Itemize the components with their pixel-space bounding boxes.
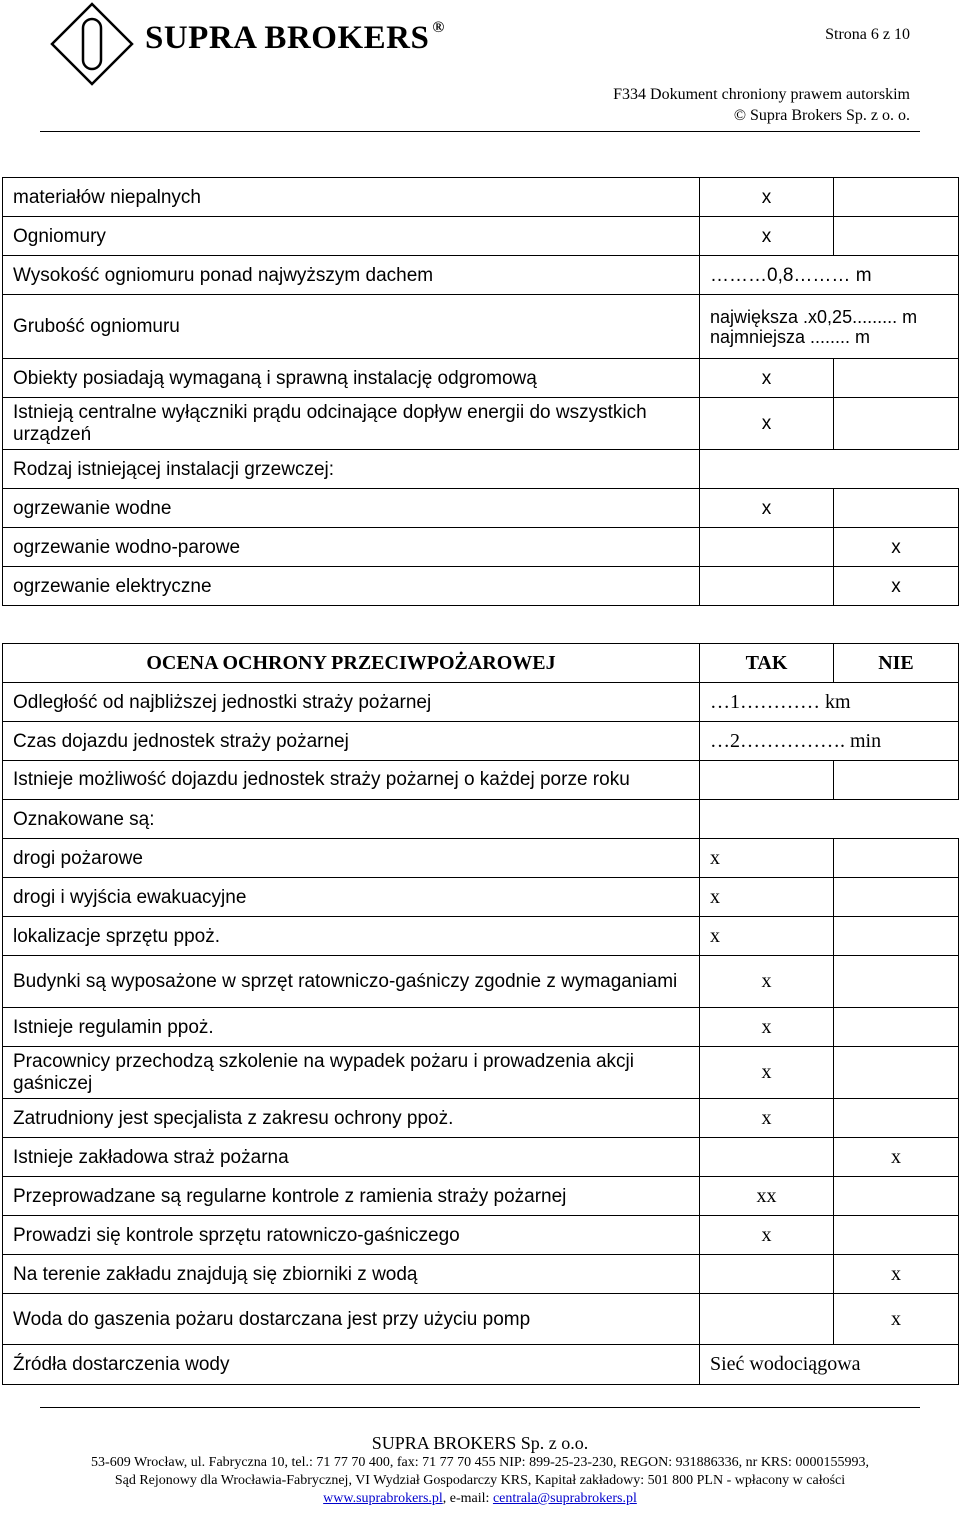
nie-mark (834, 878, 959, 917)
column-3-mark: x (834, 528, 959, 567)
column-2-mark (700, 528, 834, 567)
table-row (3, 1099, 959, 1138)
column-2-mark: x (700, 359, 834, 398)
website-link[interactable]: www.suprabrokers.pl (323, 1491, 443, 1506)
row-label: Pracownicy przechodzą szkolenie na wypadek pożaru i prowadzenia akcji gaśniczej (3, 1047, 700, 1099)
row-label: Na terenie zakładu znajdują się zbiorniki z wodą (3, 1255, 700, 1294)
tak-mark (700, 761, 834, 800)
copyright-line: © Supra Brokers Sp. z o. o. (733, 107, 910, 124)
tak-mark: x (700, 1099, 834, 1138)
table-row (3, 1047, 959, 1099)
row-label: Istnieje możliwość dojazdu jednostek straży pożarnej o każdej porze roku (3, 761, 700, 800)
value-cell: ………0,8……… m (700, 256, 959, 295)
copyright-block (613, 84, 910, 126)
column-3-mark (834, 217, 959, 256)
row-label: Obiekty posiadają wymaganą i sprawną instalację odgromową (3, 359, 700, 398)
row-label: drogi pożarowe (3, 839, 700, 878)
nie-mark (834, 917, 959, 956)
row-label: Istnieje zakładowa straż pożarna (3, 1138, 700, 1177)
tak-mark: x (700, 878, 834, 917)
row-label: Czas dojazdu jednostek straży pożarnej (3, 722, 700, 761)
nie-mark (834, 1177, 959, 1216)
column-3-mark: x (834, 567, 959, 606)
value-cell: największa .x0,25......... m najmniejsza ........ m (700, 295, 959, 359)
tak-mark: x (700, 1047, 834, 1099)
header-rule (40, 131, 920, 132)
tak-mark (700, 1294, 834, 1345)
row-label: Ogniomury (3, 217, 700, 256)
row-label: materiałów niepalnych (3, 178, 700, 217)
tak-mark: x (700, 1008, 834, 1047)
table-row (3, 295, 959, 359)
table-row (3, 917, 959, 956)
table-row (3, 528, 959, 567)
table-row (3, 1255, 959, 1294)
supra-brokers-logo-icon (50, 2, 134, 86)
building-protection-table (2, 177, 959, 606)
table-row (3, 398, 959, 450)
table-row (3, 1216, 959, 1255)
table-header-row (3, 644, 959, 683)
column-3-mark (834, 359, 959, 398)
page-number: Strona 6 z 10 (825, 26, 910, 43)
table-row (3, 256, 959, 295)
column-2-mark: x (700, 217, 834, 256)
footer-rule (40, 1407, 920, 1408)
table-row (3, 800, 959, 839)
tak-mark: xx (700, 1177, 834, 1216)
table-row (3, 1294, 959, 1345)
table-row (3, 722, 959, 761)
nie-mark (834, 1008, 959, 1047)
value-cell: Sieć wodociągowa (700, 1345, 959, 1385)
fire-protection-table (2, 643, 959, 1385)
row-label: Oznakowane są: (3, 800, 700, 839)
tak-mark: x (700, 956, 834, 1008)
row-label: Odległość od najbliższej jednostki straży pożarnej (3, 683, 700, 722)
value-cell: …1………… km (700, 683, 959, 722)
table-row (3, 1138, 959, 1177)
row-label: drogi i wyjścia ewakuacyjne (3, 878, 700, 917)
table-row (3, 1008, 959, 1047)
row-label: Istnieje regulamin ppoż. (3, 1008, 700, 1047)
row-label: Wysokość ogniomuru ponad najwyższym dachem (3, 256, 700, 295)
table-row (3, 839, 959, 878)
nie-mark (834, 1099, 959, 1138)
row-label: ogrzewanie wodno-parowe (3, 528, 700, 567)
column-3-mark (834, 489, 959, 528)
table-row (3, 359, 959, 398)
table-row (3, 450, 959, 489)
row-label: Istnieją centralne wyłączniki prądu odcinające dopływ energii do wszystkich urządzeń (3, 398, 700, 450)
footer-court: Sąd Rejonowy dla Wrocławia-Fabrycznej, VI Wydział Gospodarczy KRS, Kapitał zakładowy: 501 800 PLN - wpłacony w całości (114, 1473, 846, 1488)
table-row (3, 761, 959, 800)
nie-mark (834, 1216, 959, 1255)
table-row (3, 567, 959, 606)
table-row (3, 1345, 959, 1385)
table-row (3, 1177, 959, 1216)
column-2-mark: x (700, 489, 834, 528)
yes-column-header: TAK (700, 644, 834, 683)
table-row (3, 683, 959, 722)
table-title: OCENA OCHRONY PRZECIWPOŻAROWEJ (3, 644, 700, 683)
brand-name: SUPRA BROKERS ® (145, 19, 445, 56)
nie-mark (834, 956, 959, 1008)
tak-mark: x (700, 839, 834, 878)
tak-mark: x (700, 917, 834, 956)
row-label: Przeprowadzane są regularne kontrole z ramienia straży pożarnej (3, 1177, 700, 1216)
footer-address: 53-609 Wrocław, ul. Fabryczna 10, tel.: 71 77 70 400, fax: 71 77 70 455 NIP: 899-25-23-230, REGON: 931886336, nr KRS: 0000155993, (91, 1455, 869, 1470)
row-label: Źródła dostarczenia wody (3, 1345, 700, 1385)
table-row (3, 878, 959, 917)
nie-mark: x (834, 1255, 959, 1294)
column-3-mark (834, 178, 959, 217)
table-row (3, 217, 959, 256)
nie-mark (834, 839, 959, 878)
column-2-mark: x (700, 178, 834, 217)
table-row (3, 178, 959, 217)
row-label: Zatrudniony jest specjalista z zakresu ochrony ppoż. (3, 1099, 700, 1138)
footer-company: SUPRA BROKERS Sp. z o.o. (371, 1433, 589, 1453)
value-cell: …2……………. min (700, 722, 959, 761)
tak-mark (700, 1138, 834, 1177)
column-2-mark (700, 567, 834, 606)
row-label: Woda do gaszenia pożaru dostarczana jest przy użyciu pomp (3, 1294, 700, 1345)
row-label: Rodzaj istniejącej instalacji grzewczej: (3, 450, 700, 489)
table-row (3, 489, 959, 528)
row-label: Grubość ogniomuru (3, 295, 700, 359)
nie-mark: x (834, 1138, 959, 1177)
no-column-header: NIE (834, 644, 959, 683)
row-label: ogrzewanie elektryczne (3, 567, 700, 606)
tak-mark: x (700, 1216, 834, 1255)
table-row (3, 956, 959, 1008)
nie-mark: x (834, 1294, 959, 1345)
footer-contact (0, 1491, 960, 1507)
row-label: Budynki są wyposażone w sprzęt ratowniczo-gaśniczy zgodnie z wymaganiami (3, 956, 700, 1008)
column-2-mark: x (700, 398, 834, 450)
email-link[interactable]: centrala@suprabrokers.pl (492, 1491, 637, 1506)
empty-cell (700, 800, 959, 839)
row-label: Prowadzi się kontrole sprzętu ratowniczo-gaśniczego (3, 1216, 700, 1255)
empty-cell (700, 450, 959, 489)
tak-mark (700, 1255, 834, 1294)
row-label: lokalizacje sprzętu ppoż. (3, 917, 700, 956)
email-label: , e-mail: (442, 1491, 493, 1506)
row-label: ogrzewanie wodne (3, 489, 700, 528)
nie-mark (834, 761, 959, 800)
column-3-mark (834, 398, 959, 450)
doc-protection-line: F334 Dokument chroniony prawem autorskim (613, 86, 910, 103)
nie-mark (834, 1047, 959, 1099)
